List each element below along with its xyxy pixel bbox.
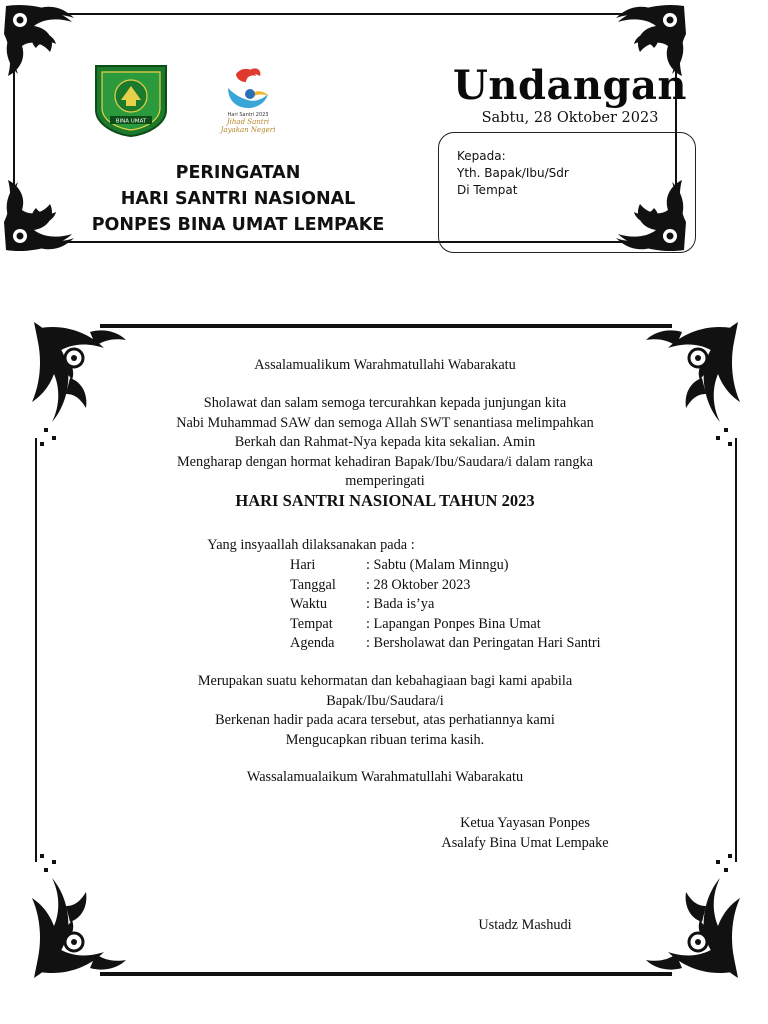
hari-santri-caption: Hari Santri 2023 xyxy=(227,112,269,118)
event-title-block xyxy=(80,160,396,238)
recipient-box xyxy=(438,132,696,253)
detail-label: Waktu xyxy=(290,596,327,612)
detail-label: Tempat xyxy=(290,615,333,632)
farewell xyxy=(120,768,650,788)
signature-title-2: Asalafy Bina Umat Lempake xyxy=(441,834,609,851)
invitation-heading: Undangan xyxy=(453,62,687,109)
detail-value: : Lapangan Ponpes Bina Umat xyxy=(366,615,541,632)
signature-title xyxy=(420,814,630,853)
title-line-2: HARI SANTRI NASIONAL xyxy=(120,189,356,209)
signature-name: Ustadz Mashudi xyxy=(478,917,572,933)
event-title: HARI SANTRI NASIONAL TAHUN 2023 xyxy=(235,491,535,510)
farewell-text: Wassalamualaikum Warahmatullahi Wabarakatu xyxy=(246,769,524,785)
recipient-line-3: Di Tempat xyxy=(457,183,518,197)
recipient-line-2: Yth. Bapak/Ibu/Sdr xyxy=(457,166,569,180)
detail-row-waktu xyxy=(290,595,434,615)
recipient-line-1: Kepada: xyxy=(457,149,506,163)
detail-value: : 28 Oktober 2023 xyxy=(366,576,471,593)
title-line-1: PERINGATAN xyxy=(175,163,301,183)
detail-label: Hari xyxy=(290,557,316,573)
intro-line-3: Berkah dan Rahmat-Nya kepada kita sekalian. Amin xyxy=(234,434,536,450)
detail-row-agenda xyxy=(290,634,601,654)
detail-value: : Bersholawat dan Peringatan Hari Santri xyxy=(366,635,601,651)
invitation-date: Sabtu, 28 Oktober 2023 xyxy=(481,110,659,126)
intro-line-4: Mengharap dengan hormat kehadiran Bapak/Ibu/Saudara/i dalam rangka xyxy=(176,453,594,470)
signature-title-1: Ketua Yayasan Ponpes xyxy=(460,815,590,831)
greeting xyxy=(120,356,650,376)
title-line-3: PONPES BINA UMAT LEMPAKE xyxy=(91,215,385,235)
detail-label: Agenda xyxy=(290,635,335,651)
schedule-intro-text: Yang insyaallah dilaksanakan pada : xyxy=(207,537,415,553)
detail-value: : Bada is’ya xyxy=(366,596,435,612)
closing-line-2: Bapak/Ibu/Saudara/i xyxy=(326,692,444,709)
signature-name-block xyxy=(420,916,630,936)
detail-value: : Sabtu (Malam Minngu) xyxy=(366,557,509,573)
detail-row-tempat xyxy=(290,615,541,635)
school-logo-text: BINA UMAT xyxy=(115,118,147,125)
hari-santri-logo xyxy=(206,64,290,136)
intro-line-1: Sholawat dan salam semoga tercurahkan kepada junjungan kita xyxy=(203,395,567,411)
closing-line-3: Berkenan hadir pada acara tersebut, atas perhatiannya kami xyxy=(215,712,555,728)
hari-santri-tagline-2: Jayakan Negeri xyxy=(220,126,276,134)
closing-line-4: Mengucapkan ribuan terima kasih. xyxy=(285,731,485,748)
schedule-intro xyxy=(120,536,650,556)
closing-paragraph xyxy=(120,672,650,750)
closing-line-1: Merupakan suatu kehormatan dan kebahagiaan bagi kami apabila xyxy=(197,673,573,689)
detail-label: Tanggal xyxy=(290,576,336,593)
school-logo xyxy=(88,62,174,138)
hari-santri-tagline-1: Jihad Santri xyxy=(226,118,270,126)
intro-line-5: memperingati xyxy=(345,473,425,489)
greeting-text: Assalamualikum Warahmatullahi Wabarakatu xyxy=(254,357,516,373)
intro-paragraph xyxy=(120,394,650,492)
intro-line-2: Nabi Muhammad SAW dan semoga Allah SWT senantiasa melimpahkan xyxy=(176,414,594,431)
detail-row-tanggal xyxy=(290,576,470,596)
detail-row-hari xyxy=(290,556,509,576)
